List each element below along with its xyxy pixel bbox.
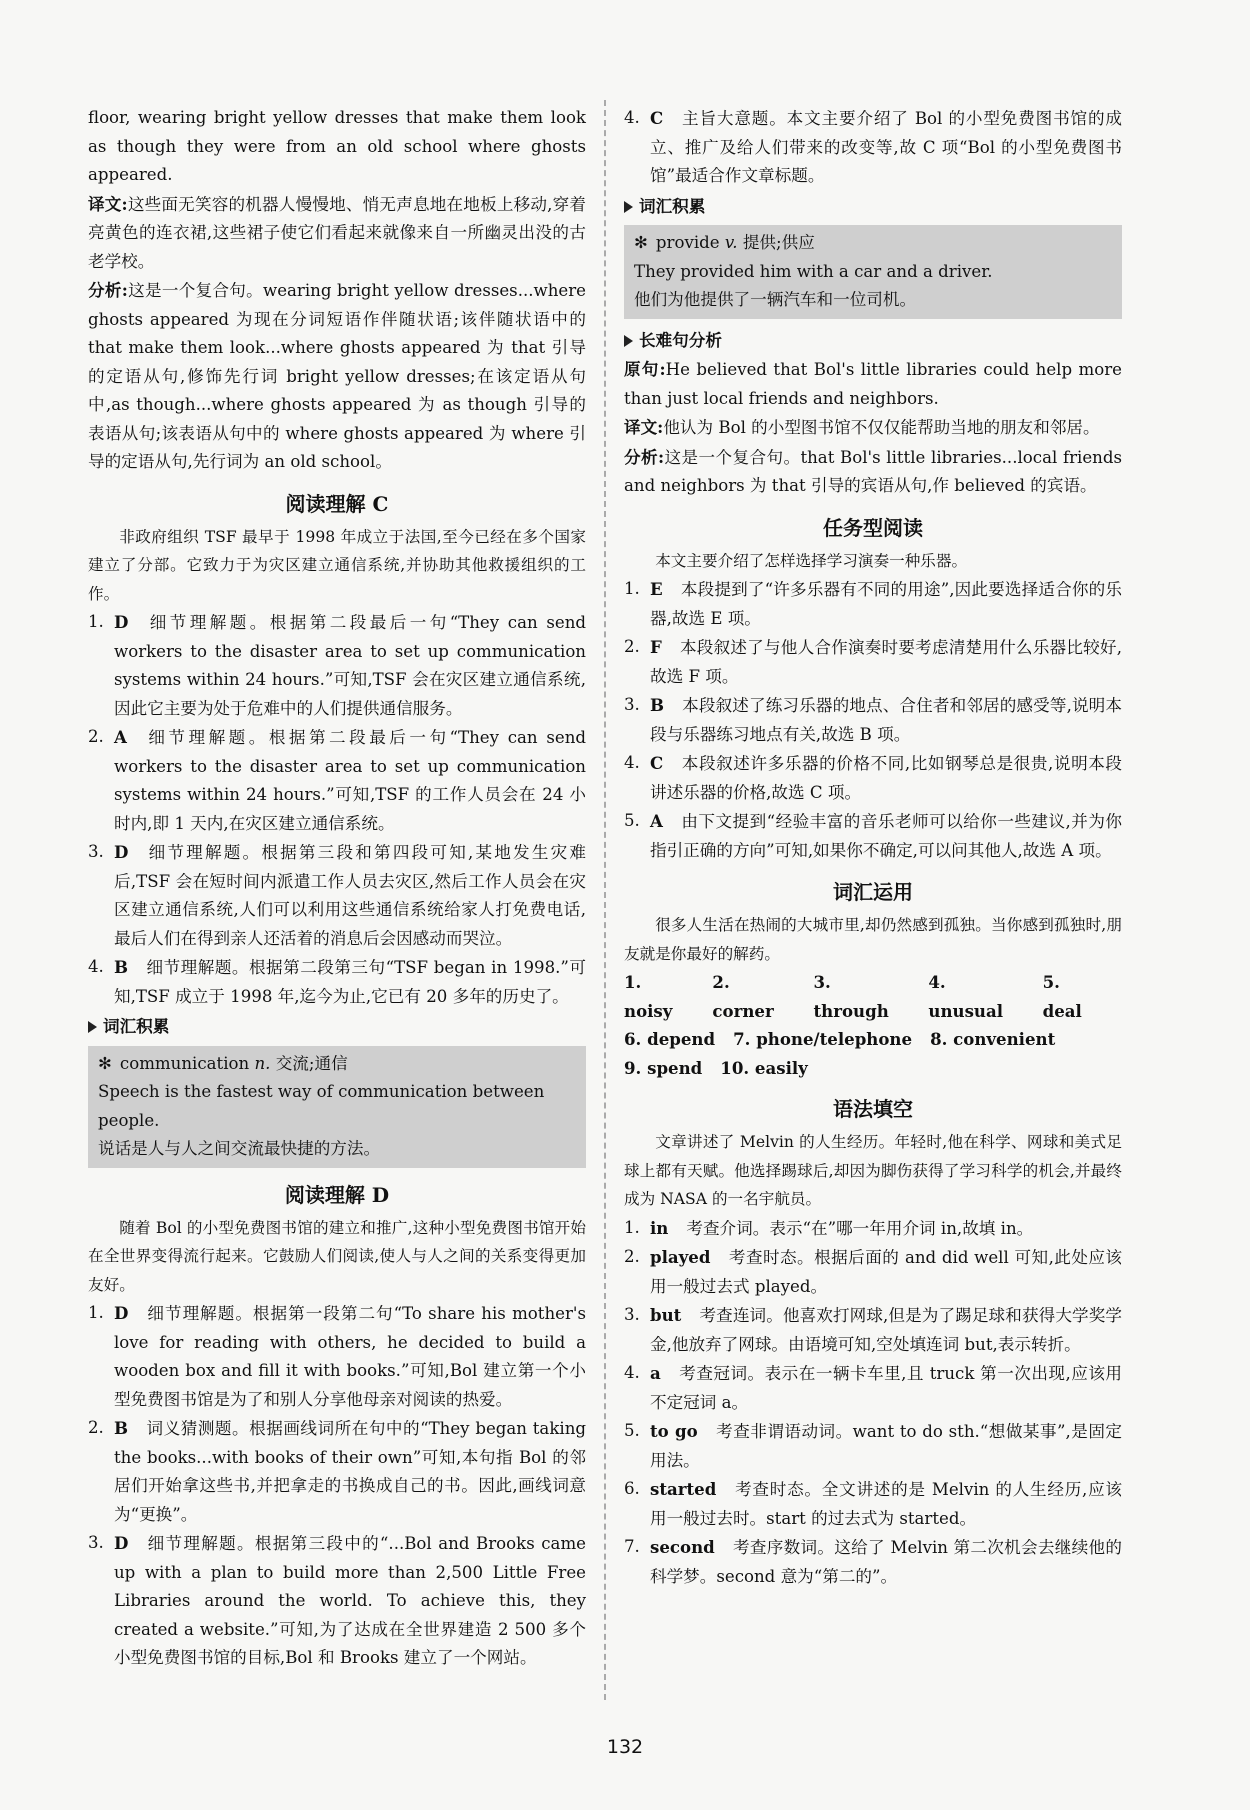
item-body: [650, 633, 1122, 691]
left-column: [88, 104, 586, 1673]
answer-item: [88, 1529, 586, 1673]
item-answer: F: [650, 637, 662, 657]
answer-item: [88, 608, 586, 723]
item-text: 细节理解题。根据第二段最后一句“They can send workers to the disaster area to set up communication systems within 24 hours.”可知,TSF 的工作人员会在 24 小时内,即 1 天内,在灾区建立通信系统。: [114, 728, 586, 833]
item-body: [650, 1214, 1122, 1244]
section-d-title: 阅读理解 D: [284, 1182, 390, 1207]
task-intro: 本文主要介绍了怎样选择学习演奏一种乐器。: [655, 551, 968, 570]
item-number: 3.: [88, 842, 104, 861]
section-d-intro: 随着 Bol 的小型免费图书馆的建立和推广,这种小型免费图书馆开始在全世界变得流行起来。它鼓励人们阅读,使人与人之间的关系变得更加友好。: [88, 1218, 586, 1294]
item-number: 2.: [624, 637, 640, 656]
column-divider: [604, 100, 606, 1700]
item-text: 考查冠词。表示在一辆卡车里,且 truck 第一次出现,应该用不定冠词 a。: [650, 1364, 1122, 1412]
vocab-answer: 6. depend: [624, 1029, 716, 1049]
item-number: 3.: [624, 695, 640, 714]
item-answer: but: [650, 1305, 682, 1325]
answer-item: [624, 1214, 1122, 1244]
item-body: [114, 1299, 586, 1414]
item-body: [650, 1475, 1122, 1533]
item-number: 1.: [624, 1217, 640, 1237]
item-text: 本段提到了“许多乐器有不同的用途”,因此要选择适合你的乐器,故选 E 项。: [650, 580, 1122, 628]
answer-item: [88, 1414, 586, 1529]
answer-item: [624, 1475, 1122, 1533]
right-column: [624, 104, 1122, 1591]
vocab-answer: 4. unusual: [928, 972, 1004, 1021]
item-number: 3.: [88, 1533, 104, 1552]
item-answer: to go: [650, 1421, 698, 1441]
answer-item: [624, 633, 1122, 691]
translation-text: 这些面无笑容的机器人慢慢地、悄无声息地在地板上移动,穿着亮黄色的连衣裙,这些裙子使它们看起来就像来自一所幽灵出没的古老学校。: [88, 194, 586, 271]
item-number: 6.: [624, 1479, 640, 1498]
vocab-answer: 2. corner: [712, 972, 774, 1021]
item-body: [114, 838, 586, 953]
answer-item: [624, 749, 1122, 807]
triangle-icon: [624, 201, 633, 213]
item-body: [650, 1417, 1122, 1475]
item-text: 细节理解题。根据第一段第二句“To share his mother's love for reading with others, he decided to build a wooden box and fill it with books.”可知,Bol 建立第一个小型免费图书馆是为了和别人分享他母亲对阅读的热爱。: [114, 1304, 586, 1409]
item-text: 细节理解题。根据第三段和第四段可知,某地发生灾难后,TSF 会在短时间内派遣工作人员去灾区,然后工作人员会在灾区建立通信系统,人们可以利用这些通信系统给家人打免费电话,最后人们在得到亲人还活着的消息后会因感动而哭泣。: [114, 843, 586, 948]
answer-item: [88, 1299, 586, 1414]
item-answer: B: [650, 695, 665, 715]
item-answer: D: [114, 842, 129, 862]
answer-item: [624, 1417, 1122, 1475]
item-number: 2.: [88, 1418, 104, 1437]
item-text: 细节理解题。根据第三段中的“...Bol and Brooks came up with a plan to build more than 2,500 Little Free Libraries around the world. To achieve this, they created a website.”可知,为了达成在全世界建造 2 500 多个小型免费图书馆的目标,Bol 和 Brooks 建立了一个网站。: [114, 1534, 586, 1667]
item-number: 2.: [624, 1247, 640, 1266]
vocab-box-c: [88, 1046, 586, 1168]
item-body: [650, 104, 1122, 191]
item-answer: C: [650, 753, 664, 773]
grammar-intro: 文章讲述了 Melvin 的人生经历。年轻时,他在科学、网球和美式足球上都有天赋。他选择踢球后,却因为脚伤获得了学习科学的机会,并最终成为 NASA 的一名宇航员。: [624, 1133, 1122, 1208]
section-d-items: [88, 1299, 586, 1673]
vocab-answer: 8. convenient: [930, 1029, 1056, 1049]
answer-item: [624, 807, 1122, 865]
intro-text: floor, wearing bright yellow dresses that make them look as though they were from an old school where ghosts appeared.: [88, 108, 586, 184]
item-body: [114, 608, 586, 723]
answer-item: [624, 575, 1122, 633]
item-text: 考查连词。他喜欢打网球,但是为了踢足球和获得大学奖学金,他放弃了网球。由语境可知,空处填连词 but,表示转折。: [650, 1306, 1122, 1354]
vocab-use-intro: 很多人生活在热闹的大城市里,却仍然感到孤独。当你感到孤独时,朋友就是你最好的解药。: [624, 916, 1122, 963]
item-answer: A: [650, 811, 663, 831]
item-answer: second: [650, 1537, 715, 1557]
vocab-meaning: 提供;供应: [742, 233, 815, 252]
vocab-answer: 7. phone/telephone: [733, 1029, 913, 1049]
vocab-pos: n.: [254, 1053, 271, 1073]
vocab-word: communication: [119, 1053, 250, 1073]
item-answer: A: [114, 727, 127, 747]
answer-item: [88, 838, 586, 953]
translation-para-r: 译文:他认为 Bol 的小型图书馆不仅仅能帮助当地的朋友和邻居。: [624, 417, 1100, 437]
item-answer: D: [114, 1533, 129, 1553]
item-text: 本段叙述了练习乐器的地点、合住者和邻居的感受等,说明本段与乐器练习地点有关,故选 B 项。: [650, 696, 1122, 744]
answer-row: [624, 1054, 1122, 1083]
task-title: 任务型阅读: [823, 515, 923, 540]
vocab-answer: 10. easily: [720, 1057, 808, 1078]
vocab-heading-c: 词汇积累: [88, 1013, 586, 1042]
vocab-answer: 3. through: [813, 972, 889, 1021]
item-body: [650, 749, 1122, 807]
item-number: 4.: [88, 957, 104, 976]
section-c-items: [88, 608, 586, 1011]
answer-item: [624, 1359, 1122, 1417]
original-para: 原句:He believed that Bol's little libraries could help more than just local friends and neighbors.: [624, 359, 1122, 408]
item-number: 5.: [624, 811, 640, 830]
item-answer: D: [114, 612, 129, 632]
item-number: 4.: [624, 108, 640, 127]
item-number: 2.: [88, 727, 104, 746]
item-number: 1.: [88, 612, 104, 631]
item-answer: B: [114, 957, 129, 977]
vocab-answer: 9. spend: [624, 1057, 703, 1078]
item-answer: started: [650, 1479, 717, 1499]
item-body: [650, 1359, 1122, 1417]
translation-para: [88, 190, 586, 277]
section-c-title: 阅读理解 C: [285, 491, 389, 516]
analysis-label: 分析:: [88, 280, 128, 300]
item-body: [114, 953, 586, 1011]
item-number: 5.: [624, 1421, 640, 1440]
item-body: [114, 723, 586, 838]
analysis-para-r: 分析:这是一个复合句。that Bol's little libraries...local friends and neighbors 为 that 引导的宾语从句,作 believed 的宾语。: [624, 446, 1122, 495]
item-text: 细节理解题。根据第二段第三句“TSF began in 1998.”可知,TSF 成立于 1998 年,迄今为止,它已有 20 多年的历史了。: [114, 958, 586, 1006]
item-body: [114, 1414, 586, 1529]
vocab-answer: 1. noisy: [624, 972, 673, 1021]
item-body: [650, 1243, 1122, 1301]
item-answer: D: [114, 1303, 129, 1323]
task-items: [624, 575, 1122, 865]
page-number: 132: [606, 1736, 644, 1758]
item-body: [650, 1301, 1122, 1359]
vocab-box-d: [624, 225, 1122, 319]
item-text: 考查非谓语动词。want to do sth.“想做某事”,是固定用法。: [650, 1422, 1122, 1470]
answer-item: [624, 1301, 1122, 1359]
vocab-example-cn: 他们为他提供了一辆汽车和一位司机。: [634, 290, 917, 309]
item-answer: C: [650, 108, 664, 128]
vocab-use-title: 词汇运用: [833, 880, 913, 904]
item-text: 本段叙述许多乐器的价格不同,比如钢琴总是很贵,说明本段讲述乐器的价格,故选 C 项。: [650, 754, 1122, 802]
answer-item: [88, 953, 586, 1011]
translation-label: 译文:: [88, 193, 128, 214]
vocab-example: They provided him with a car and a driver.: [634, 261, 993, 281]
item-text: 主旨大意题。本文主要介绍了 Bol 的小型免费图书馆的成立、推广及给人们带来的改变等,故 C 项“Bol 的小型免费图书馆”最适合作文章标题。: [650, 109, 1122, 185]
vocab-example-cn: 说话是人与人之间交流最快捷的方法。: [98, 1139, 381, 1158]
analysis-para: [88, 276, 586, 477]
item-number: 1.: [624, 579, 640, 598]
item-text: 考查介词。表示“在”哪一年用介词 in,故填 in。: [686, 1218, 1034, 1238]
answer-row: [624, 968, 1122, 1025]
section-c-intro: 非政府组织 TSF 最早于 1998 年成立于法国,至今已经在多个国家建立了分部。它致力于为灾区建立通信系统,并协助其他救援组织的工作。: [88, 527, 586, 603]
item-text: 词义猜测题。根据画线词所在句中的“They began taking the books...with books of their own”可知,本句指 Bol 的邻居们开始拿这些书,并把拿走的书换成自己的书。因此,画线词意为“更换”。: [114, 1419, 586, 1524]
item-text: 本段叙述了与他人合作演奏时要考虑清楚用什么乐器比较好,故选 F 项。: [650, 638, 1122, 686]
item-number: 4.: [624, 1363, 640, 1382]
triangle-icon: [88, 1021, 97, 1033]
answer-item: [624, 104, 1122, 191]
vocab-meaning: 交流;通信: [275, 1053, 348, 1073]
grammar-items: [624, 1214, 1122, 1592]
item-answer: a: [650, 1363, 661, 1383]
triangle-icon: [624, 335, 633, 347]
vocab-word: provide: [655, 233, 720, 252]
vocab-example: Speech is the fastest way of communication between people.: [98, 1082, 545, 1130]
item-answer: in: [650, 1217, 669, 1238]
item-text: 考查时态。根据后面的 and did well 可知,此处应该用一般过去式 played。: [650, 1248, 1122, 1296]
vocab-answer: 5. deal: [1042, 972, 1082, 1021]
section-d-item4: [624, 104, 1122, 191]
star-icon: ✻: [634, 233, 648, 252]
item-number: 3.: [624, 1305, 640, 1324]
item-answer: E: [650, 579, 663, 599]
item-number: 4.: [624, 753, 640, 772]
item-body: [650, 575, 1122, 633]
item-number: 7.: [624, 1537, 640, 1556]
vocab-use-answers: [624, 968, 1122, 1082]
answer-item: [88, 723, 586, 838]
item-body: [650, 807, 1122, 865]
long-sentence-heading: 长难句分析: [624, 327, 1122, 356]
answer-item: [624, 1243, 1122, 1301]
item-number: 1.: [88, 1303, 104, 1322]
item-text: 考查时态。全文讲述的是 Melvin 的人生经历,应该用一般过去时。start 的过去式为 started。: [650, 1480, 1122, 1528]
answer-item: [624, 1533, 1122, 1591]
item-text: 考查序数词。这给了 Melvin 第二次机会去继续他的科学梦。second 意为“第二的”。: [650, 1538, 1122, 1586]
vocab-heading-d: 词汇积累: [624, 193, 1122, 222]
item-body: [650, 1533, 1122, 1591]
vocab-pos: v.: [724, 233, 738, 252]
item-body: [650, 691, 1122, 749]
answer-item: [624, 691, 1122, 749]
item-body: [114, 1529, 586, 1673]
item-answer: played: [650, 1247, 711, 1267]
analysis-text: 这是一个复合句。wearing bright yellow dresses...where ghosts appeared 为现在分词短语作伴随状语;该伴随状语中的 that make them look...where ghosts appeared 为 that 引导的定语从句,修饰先行词 bright yellow dresses;在该定语从句中,as though...where ghosts appeared 为 as though 引导的表语从句;该表语从句中的 where ghosts appeared 为 where 引导的定语从句,先行词为 an old school。: [88, 281, 586, 471]
star-icon: ✻: [98, 1053, 112, 1073]
item-answer: B: [114, 1418, 129, 1438]
answer-row: [624, 1025, 1122, 1054]
grammar-title: 语法填空: [833, 1097, 913, 1121]
item-text: 细节理解题。根据第二段最后一句“They can send workers to the disaster area to set up communication systems within 24 hours.”可知,TSF 会在灾区建立通信系统,因此它主要为处于危难中的人们提供通信服务。: [114, 613, 586, 718]
item-text: 由下文提到“经验丰富的音乐老师可以给你一些建议,并为你指引正确的方向”可知,如果你不确定,可以问其他人,故选 A 项。: [650, 812, 1122, 860]
